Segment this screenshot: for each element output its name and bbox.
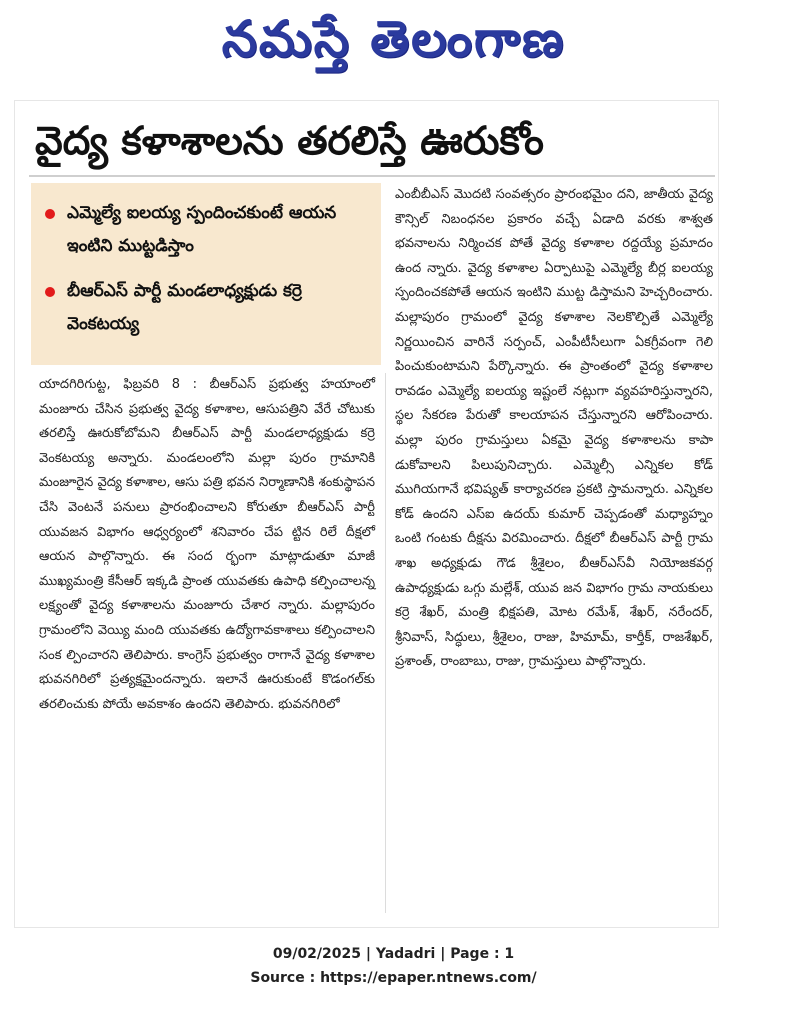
article-clipping bbox=[14, 100, 719, 928]
article-headline: వైద్య కళాశాలను తరలిస్తే ఊరుకోం bbox=[35, 119, 544, 164]
masthead-title: నమస్తే తెలంగాణ bbox=[221, 9, 566, 68]
highlights-box bbox=[31, 183, 381, 365]
article-body-left-column: యాదగిరిగుట్ట, ఫిబ్రవరి 8 : బీఆర్‌ఎస్ ప్రభుత్వ హయాంలో మంజూరు చేసిన ప్రభుత్వ వైద్య కళాశాల, ఆసుపత్రిని వేరే చోటుకు తరలిస్తే ఊరుకోబోమని బీఆర్‌ఎస్ పార్టీ మండలాధ్యక్షుడు కర్రె వెంకటయ్య అన్నారు. మండలంలోని మల్లా పురం గ్రామానికి మంజూరైన వైద్య కళాశాల, ఆసు పత్రి భవన నిర్మాణానికి శంకుస్థాపన చేసి వెంటనే పనులు ప్రారంభించాలని కోరుతూ బీఆర్‌ఎస్ పార్టీ యువజన విభాగం ఆధ్వర్యంలో శనివారం చేప ట్టిన రిలే దీక్షలో ఆయన పాల్గొన్నారు. ఈ సంద ర్భంగా మాట్లాడుతూ మాజీ ముఖ్యమంత్రి కేసీఆర్ ఇక్కడి ప్రాంత యువతకు ఉపాధి కల్పించాలన్న లక్ష్యంతో వైద్య కళాశాలను మంజూరు చేశార న్నారు. మల్లాపురం గ్రామంలోని వెయ్యి మంది యువతకు ఉద్యోగావకాశాలు కల్పించాలని సంక ల్పించారని తెలిపారు. కాంగ్రెస్ ప్రభుత్వం రాగానే వైద్య కళాశాల భువనగిరిలో ప్రత్యక్షమైందన్నారు. ఇలానే ఊరుకుంటే కొడంగల్‌కు తరలించుకు పోయే అవకాశం ఉందని తెలిపారు. భువనగిరిలో bbox=[39, 377, 375, 712]
footer-date-edition: 09/02/2025 | Yadadri | Page : 1 bbox=[272, 946, 515, 962]
headline-divider bbox=[29, 175, 715, 177]
masthead bbox=[0, 0, 787, 90]
article-body-right-column: ఎంబీబీఎస్ మొదటి సంవత్సరం ప్రారంభమైం దని, జాతీయ వైద్య కౌన్సిల్ నిబంధనల ప్రకారం వచ్చే ఏడాది వరకు శాశ్వత భవనాలను నిర్మించక పోతే వైద్య కళాశాల రద్దయ్యే ప్రమాదం ఉంద న్నారు. వైద్య కళాశాల ఏర్పాటుపై ఎమ్మెల్యే బీర్ల ఐలయ్య స్పందించకపోతే ఆయన ఇంటిని ముట్ట డిస్తామని హెచ్చరించారు. మల్లాపురం గ్రామంలో వైద్య కళాశాల నెలకొల్పితే ఎమ్మెల్యే నిర్ణయించిన వారినే సర్పంచ్, ఎంపీటీసీలుగా ఏకగ్రీవంగా గెలి పించుకుంటామని పేర్కొన్నారు. ఈ ప్రాంతంలో వైద్య కళాశాల రావడం ఎమ్మెల్యే ఐలయ్య ఇష్టంలే నట్లుగా వ్యవహరిస్తున్నారని, స్థల సేకరణ పేరుతో కాలయాపన చేస్తున్నారని ఆరోపించారు. మల్లా పురం గ్రామస్తులు ఏకమై వైద్య కళాశాలను కాపా డుకోవాలని పిలుపునిచ్చారు. ఎమ్మెల్సీ ఎన్నికల కోడ్ ముగియగానే భవిష్యత్ కార్యాచరణ ప్రకటి స్తామన్నారు. ఎన్నికల కోడ్ ఉందని ఎస్ఐ ఉదయ్ కుమార్ చెప్పడంతో మధ్యాహ్నం ఒంటి గంటకు దీక్షను విరమించారు. దీక్షలో బీఆర్‌ఎస్ పార్టీ గ్రామ శాఖ అధ్యక్షుడు గౌడ శ్రీశైలం, బీఆర్‌ఎస్‌వీ నియోజకవర్గ ఉపాధ్యక్షుడు ఒగ్గు మల్లేశ్, యువ జన విభాగం గ్రామ నాయకులు కర్రె శేఖర్, మంత్రి భిక్షపతి, మోట రమేశ్, శేఖర్, నరేందర్, శ్రీనివాస్, సిద్ధులు, శ్రీశైలం, రాజు, హిమామ్, కార్తీక్, రాజశేఖర్, ప్రశాంత్, రాంబాబు, రాజు, గ్రామస్తులు పాల్గొన్నారు. bbox=[395, 187, 713, 670]
highlight-item bbox=[45, 197, 369, 263]
footer-source: Source : https://epaper.ntnews.com/ bbox=[250, 970, 537, 986]
bullet-icon bbox=[45, 209, 55, 219]
column-divider bbox=[385, 373, 386, 913]
highlight-text: బీఆర్‌ఎస్ పార్టీ మండలాధ్యక్షుడు కర్రె వెంకటయ్య bbox=[67, 281, 302, 334]
highlight-item bbox=[45, 275, 369, 341]
bullet-icon bbox=[45, 287, 55, 297]
highlight-text: ఎమ్మెల్యే ఐలయ్య స్పందించకుంటే ఆయన ఇంటిని ముట్టడిస్తాం bbox=[67, 203, 337, 256]
